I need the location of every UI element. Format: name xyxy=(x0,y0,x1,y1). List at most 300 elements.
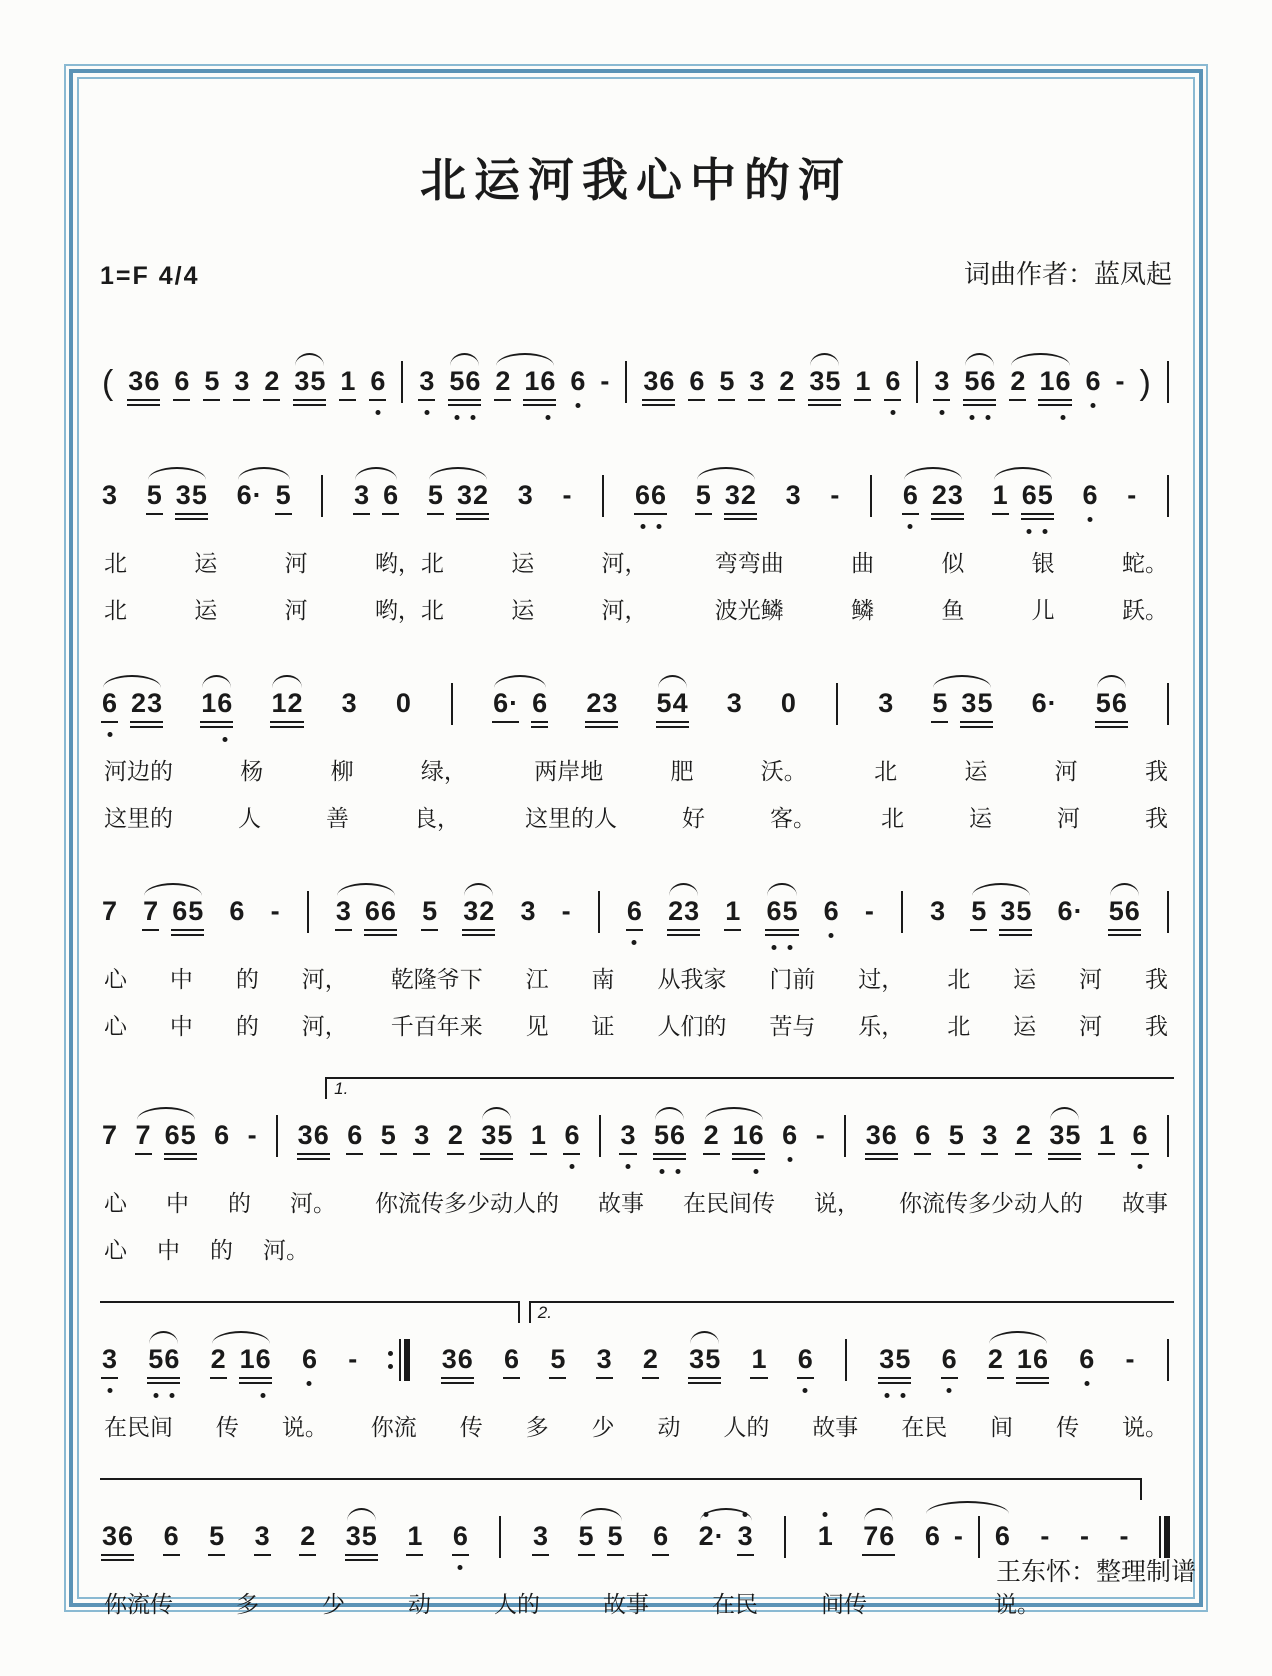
note-digit: 3 xyxy=(689,1344,705,1374)
note-group xyxy=(414,1122,429,1149)
lyric-chunk: 这里的人 xyxy=(525,805,617,831)
note-digit: 7 xyxy=(863,1521,879,1551)
note-digit: 3 xyxy=(684,896,700,926)
note-digit: 5 xyxy=(656,688,672,718)
note-digit: 6 xyxy=(1082,480,1098,510)
lyric-chunk: 河。 xyxy=(263,1237,309,1263)
note-digit: 1 xyxy=(751,1344,767,1374)
song-title: 北运河我心中的河 xyxy=(420,154,852,206)
note-group xyxy=(818,1523,833,1550)
note-digit: 6 xyxy=(229,896,245,926)
note-group xyxy=(809,368,840,395)
slur-group xyxy=(657,690,688,717)
lyric-chunk: 多 xyxy=(525,1414,549,1440)
note-digit: 3 xyxy=(481,1120,497,1150)
notes-row xyxy=(100,337,1172,417)
note-digit: 3 xyxy=(517,480,533,510)
note-digit: 1 xyxy=(817,1521,833,1551)
note-digit: 3 xyxy=(456,480,472,510)
note-digit: 1 xyxy=(732,1120,748,1150)
note-group xyxy=(298,1122,329,1149)
note-digit: 5 xyxy=(1108,896,1124,926)
note-digit: 6 xyxy=(452,1521,468,1551)
note-digit: 6 xyxy=(118,1521,134,1551)
slur-group xyxy=(903,482,963,509)
note-digit: 5 xyxy=(971,896,987,926)
duration-dash: - xyxy=(815,1120,825,1150)
note-digit: 5 xyxy=(895,1344,911,1374)
note-digit: 2 xyxy=(287,688,303,718)
note-digit: 2 xyxy=(447,1120,463,1150)
note-digit: 3 xyxy=(441,1344,457,1374)
duration-dash: - xyxy=(1040,1521,1050,1551)
note-digit: 6 xyxy=(163,1521,179,1551)
note-digit: 2 xyxy=(264,366,280,396)
note-digit: 1 xyxy=(1039,366,1055,396)
note-digit: 6 xyxy=(1021,480,1037,510)
note-group xyxy=(407,1523,422,1550)
note-digit: 2 xyxy=(479,896,495,926)
duration-dash: - xyxy=(864,896,874,926)
note-digit: 1 xyxy=(201,688,217,718)
lyric-chunk: 北 xyxy=(881,805,904,831)
lyric-chunk: 千百年来 xyxy=(390,1013,483,1039)
slur-group xyxy=(463,898,494,925)
lyric-chunk: 河 xyxy=(1079,1013,1103,1039)
lyric-chunk: 河 xyxy=(1054,758,1078,784)
lyric-chunk: 运 xyxy=(194,597,218,623)
lyric-chunk: 在民间 xyxy=(104,1414,173,1440)
note-group xyxy=(209,1523,224,1550)
note-group xyxy=(696,482,711,509)
note-group xyxy=(719,368,734,395)
note-group xyxy=(699,1523,724,1550)
note-digit: 3 xyxy=(961,688,977,718)
note-group xyxy=(942,1346,957,1373)
note-digit: 6 xyxy=(370,366,386,396)
notes-row xyxy=(100,867,1172,947)
note-group xyxy=(1049,1122,1080,1149)
note-digit: 5 xyxy=(180,1120,196,1150)
note-digit: 6 xyxy=(144,366,160,396)
lyric-chunk: 银 xyxy=(1031,550,1055,576)
slur-group xyxy=(237,482,291,509)
note-group xyxy=(934,368,949,395)
note-group xyxy=(932,690,947,717)
note-digit: 2 xyxy=(642,1344,658,1374)
note-digit: 2 xyxy=(472,480,489,510)
note-digit: 6 xyxy=(301,1344,317,1374)
note-digit: 3 xyxy=(1049,1120,1065,1150)
lyrics-row xyxy=(100,545,1172,578)
lyric-chunk: 蛇。 xyxy=(1121,550,1168,576)
author-credit: 词曲作者：蓝凤起 xyxy=(963,259,1172,289)
slur-group xyxy=(988,1346,1048,1373)
note-group xyxy=(131,690,162,717)
lyric-chunk: 北 xyxy=(104,550,127,576)
lyric-chunk: 过， xyxy=(858,966,905,992)
note-digit: 2 xyxy=(668,896,684,926)
lyric-chunk: 我 xyxy=(1144,966,1168,992)
note-digit: 3 xyxy=(620,1120,636,1150)
slur-group xyxy=(925,1516,1010,1550)
note-group xyxy=(365,898,396,925)
parenthesis: ( xyxy=(102,364,114,402)
lyric-chunk: 良， xyxy=(414,805,460,831)
slur-group xyxy=(1096,690,1127,717)
barline xyxy=(845,1339,847,1381)
note-digit: 5 xyxy=(204,366,220,396)
note-digit: 2 xyxy=(131,688,147,718)
lyric-chunk: 心 xyxy=(104,1237,127,1263)
note-digit: · xyxy=(714,1521,724,1551)
slur-group xyxy=(766,898,797,925)
note-group xyxy=(237,482,262,509)
note-group xyxy=(786,482,801,509)
note-group xyxy=(102,482,117,509)
lyric-chunk: 乐， xyxy=(858,1013,905,1039)
note-digit: 2 xyxy=(586,688,602,718)
note-group xyxy=(276,482,291,509)
note-digit: 6 xyxy=(924,1521,940,1551)
note-digit: 3 xyxy=(596,1344,612,1374)
lyric-chunk xyxy=(930,1586,931,1619)
barline xyxy=(1167,475,1169,517)
note-group xyxy=(915,1122,930,1149)
note-digit: 6 xyxy=(881,1120,897,1150)
slur-group xyxy=(1109,898,1140,925)
lyric-chunk xyxy=(1167,1586,1168,1619)
lyric-chunk: 运 xyxy=(969,805,992,831)
lyric-chunk: 传 xyxy=(1056,1414,1080,1440)
note-group xyxy=(749,368,764,395)
note-digit: 5 xyxy=(449,366,465,396)
lyric-chunk: 的 xyxy=(228,1190,251,1216)
duration-dash: - xyxy=(562,480,572,510)
note-digit: 3 xyxy=(128,366,144,396)
note-digit: 6 xyxy=(782,1120,798,1150)
note-group xyxy=(102,1346,117,1373)
lyric-chunk: 哟，北 xyxy=(374,597,444,623)
volta-bracket xyxy=(325,1077,1174,1099)
note-digit: 3 xyxy=(879,1344,895,1374)
lyric-chunk: 客。 xyxy=(770,805,816,831)
note-group xyxy=(504,1346,519,1373)
lyric-chunk: 两岸地 xyxy=(534,758,604,784)
music-system xyxy=(100,867,1172,1041)
lyric-chunk: 证 xyxy=(591,1013,615,1039)
slur-group xyxy=(579,1523,623,1550)
slur-group xyxy=(668,898,699,925)
note-group xyxy=(136,1122,151,1149)
arranger-credit: 王东怀：整理制谱 xyxy=(995,1558,1196,1586)
note-group xyxy=(463,898,494,925)
note-digit: 3 xyxy=(147,688,163,718)
note-digit: 3 xyxy=(419,366,435,396)
note-digit: 7 xyxy=(135,1120,151,1150)
volta-bracket xyxy=(529,1301,1174,1323)
lyrics-row xyxy=(100,1232,1172,1265)
slur-group xyxy=(271,690,302,717)
note-group xyxy=(1017,1346,1048,1373)
lyric-chunk: 河 xyxy=(284,550,308,576)
lyric-chunk: 儿 xyxy=(1031,597,1055,623)
note-group xyxy=(174,368,189,395)
note-digit: 5 xyxy=(1016,896,1032,926)
note-digit: 6 xyxy=(364,896,380,926)
note-group xyxy=(347,1122,362,1149)
barline xyxy=(1167,683,1169,725)
lyric-chunk: 波光鳞 xyxy=(714,597,784,623)
note-group xyxy=(524,368,555,395)
note-digit: 3 xyxy=(234,366,250,396)
note-digit: 6 xyxy=(174,366,190,396)
note-group xyxy=(1032,690,1057,717)
lyric-chunk: 人 xyxy=(238,805,261,831)
barline xyxy=(870,475,872,517)
note-digit: 6 xyxy=(670,1120,686,1150)
note-digit: 6 xyxy=(164,1344,180,1374)
lyric-chunk: 运 xyxy=(194,550,218,576)
note-digit: 6 xyxy=(1057,896,1073,926)
lyric-chunk: 在民 xyxy=(712,1591,758,1617)
note-digit: 1 xyxy=(271,688,287,718)
note-group xyxy=(102,690,117,717)
note-group xyxy=(885,368,900,395)
notes-row xyxy=(100,451,1172,531)
note-digit: 7 xyxy=(102,1120,118,1150)
lyric-chunk: 心 xyxy=(104,1190,127,1216)
note-group xyxy=(300,1523,315,1550)
note-group xyxy=(1022,482,1053,509)
note-group xyxy=(1010,368,1025,395)
lyric-chunk: 我 xyxy=(1145,805,1168,831)
note-group xyxy=(879,1346,910,1373)
note-group xyxy=(608,1523,623,1550)
note-group xyxy=(620,1122,635,1149)
lyric-chunk: 北 xyxy=(104,597,127,623)
lyric-chunk: 好 xyxy=(682,805,705,831)
lyric-chunk: 说。 xyxy=(1121,1414,1168,1440)
note-group xyxy=(204,368,219,395)
note-group xyxy=(779,368,794,395)
note-digit: 6 xyxy=(1124,896,1140,926)
note-digit: 3 xyxy=(602,688,618,718)
lyric-chunk: 见 xyxy=(525,1013,549,1039)
note-group xyxy=(878,690,893,717)
note-group xyxy=(381,1122,396,1149)
lyrics-row xyxy=(100,1008,1172,1041)
repeat-dots xyxy=(388,1351,393,1369)
notation-systems xyxy=(100,337,1172,1619)
note-digit: 3 xyxy=(520,896,536,926)
note-digit: 6 xyxy=(659,366,675,396)
note-digit: 5 xyxy=(380,1120,396,1150)
lyric-chunk: 哟，北 xyxy=(374,550,444,576)
note-group xyxy=(294,368,325,395)
lyrics-row xyxy=(100,1185,1172,1218)
note-digit: 5 xyxy=(782,896,798,926)
volta-label: 1. xyxy=(334,1079,349,1098)
barline xyxy=(784,1516,786,1558)
note-group xyxy=(533,1523,548,1550)
lyric-chunk: 心 xyxy=(104,1013,127,1039)
slur-group xyxy=(336,898,396,925)
note-group xyxy=(264,368,279,395)
note-digit: 3 xyxy=(254,1521,270,1551)
slur-group xyxy=(863,1523,894,1550)
note-digit: 6 xyxy=(236,480,252,510)
repeat-dot xyxy=(388,1364,393,1369)
note-digit: 5 xyxy=(1095,688,1111,718)
slur-group xyxy=(148,1346,179,1373)
note-digit: 6 xyxy=(879,1521,895,1551)
note-group xyxy=(442,1346,473,1373)
note-digit: 6 xyxy=(823,896,839,926)
lyrics-row xyxy=(100,1409,1172,1442)
note-digit: 3 xyxy=(102,480,118,510)
note-digit: 1 xyxy=(1016,1344,1032,1374)
slur-group xyxy=(699,1523,753,1550)
duration-dash: - xyxy=(247,1120,257,1150)
note-digit: 3 xyxy=(175,480,191,510)
duration-dash: - xyxy=(348,1344,358,1374)
lyric-chunk: 鱼 xyxy=(941,597,965,623)
slur-group xyxy=(346,1523,377,1550)
lyrics-row xyxy=(100,800,1172,833)
lyric-chunk: 的 xyxy=(210,1237,233,1263)
lyric-chunk: 运 xyxy=(964,758,988,784)
note-digit: 2 xyxy=(703,1120,719,1150)
note-group xyxy=(597,1346,612,1373)
barline xyxy=(602,475,604,517)
notes-row xyxy=(100,1075,1172,1171)
note-group xyxy=(550,1346,565,1373)
note-digit: 1 xyxy=(340,366,356,396)
note-digit: 6 xyxy=(465,366,481,396)
lyric-chunk: 你流传 xyxy=(104,1591,173,1617)
slur-group xyxy=(809,368,840,395)
note-group xyxy=(1079,1346,1094,1373)
note-digit: 1 xyxy=(530,1120,546,1150)
note-group xyxy=(704,1122,719,1149)
note-group xyxy=(727,690,742,717)
slur-group xyxy=(147,482,207,509)
note-group xyxy=(164,1523,179,1550)
slur-group xyxy=(428,482,488,509)
lyric-chunk: 中 xyxy=(166,1190,189,1216)
note-digit: 3 xyxy=(297,1120,313,1150)
lyric-chunk: 这里的 xyxy=(104,805,173,831)
note-digit: 5 xyxy=(607,1521,623,1551)
note-group xyxy=(988,1346,1003,1373)
note-digit: · xyxy=(1073,896,1083,926)
lyric-chunk: 肥 xyxy=(670,758,694,784)
note-digit: 3 xyxy=(726,688,742,718)
note-digit: 1 xyxy=(1098,1120,1114,1150)
note-group xyxy=(165,1122,196,1149)
note-digit: 3 xyxy=(341,688,357,718)
note-group xyxy=(971,898,986,925)
note-group xyxy=(1109,898,1140,925)
lyrics-row xyxy=(100,753,1172,786)
music-system xyxy=(100,1299,1172,1442)
note-digit: 6 xyxy=(1085,366,1101,396)
slur-group xyxy=(201,690,232,717)
note-group xyxy=(1099,1122,1114,1149)
slur-group xyxy=(493,690,547,717)
note-group xyxy=(531,1122,546,1149)
note-group xyxy=(428,482,443,509)
note-group xyxy=(782,1122,797,1149)
note-digit: 6 xyxy=(380,896,396,926)
lyric-chunk: 传 xyxy=(459,1414,483,1440)
note-group xyxy=(982,1122,997,1149)
note-group xyxy=(176,482,207,509)
lyrics-row xyxy=(100,592,1172,625)
duration-dash: - xyxy=(1115,366,1125,396)
barline xyxy=(916,361,918,403)
note-group xyxy=(354,482,369,509)
note-digit: 5 xyxy=(578,1521,594,1551)
note-group xyxy=(383,482,398,509)
slur-group xyxy=(495,368,555,395)
note-group xyxy=(627,898,642,925)
lyric-chunk: 中 xyxy=(169,1013,193,1039)
note-digit: 6 xyxy=(347,1120,363,1150)
note-digit: 5 xyxy=(209,1521,225,1551)
note-group xyxy=(1058,898,1083,925)
barline-thin xyxy=(399,1339,401,1381)
note-group xyxy=(370,368,385,395)
note-group xyxy=(995,1523,1010,1550)
note-digit: 6 xyxy=(994,1521,1010,1551)
note-group xyxy=(234,368,249,395)
notes-row xyxy=(100,659,1172,739)
lyric-chunk xyxy=(1103,1586,1104,1619)
note-group xyxy=(240,1346,271,1373)
note-digit: 5 xyxy=(705,1344,721,1374)
note-digit: 6 xyxy=(217,688,233,718)
note-group xyxy=(255,1523,270,1550)
lyric-chunk: 你流 xyxy=(370,1414,417,1440)
note-group xyxy=(532,690,547,717)
slur-group xyxy=(993,482,1053,509)
note-digit: 2 xyxy=(931,480,947,510)
slur-group xyxy=(354,482,398,509)
barline xyxy=(844,1115,846,1157)
note-digit: 6 xyxy=(214,1120,230,1150)
note-digit: 3 xyxy=(749,366,765,396)
note-digit: 6 xyxy=(689,366,705,396)
barline xyxy=(1167,1115,1169,1157)
lyric-chunk: 故事 xyxy=(1122,1190,1168,1216)
note-digit: 1 xyxy=(855,366,871,396)
note-group xyxy=(570,368,585,395)
note-group xyxy=(396,690,411,717)
note-group xyxy=(564,1122,579,1149)
slur-group xyxy=(654,1122,685,1149)
note-group xyxy=(738,1523,753,1550)
lyric-chunk: 的 xyxy=(235,1013,259,1039)
lyric-chunk: 运 xyxy=(1013,966,1037,992)
note-digit: 6 xyxy=(980,366,996,396)
duration-dash: - xyxy=(1127,480,1137,510)
slur-group xyxy=(704,1122,764,1149)
lyric-chunk: 说， xyxy=(814,1190,860,1216)
barline xyxy=(1167,891,1169,933)
lyric-chunk: 善 xyxy=(326,805,349,831)
